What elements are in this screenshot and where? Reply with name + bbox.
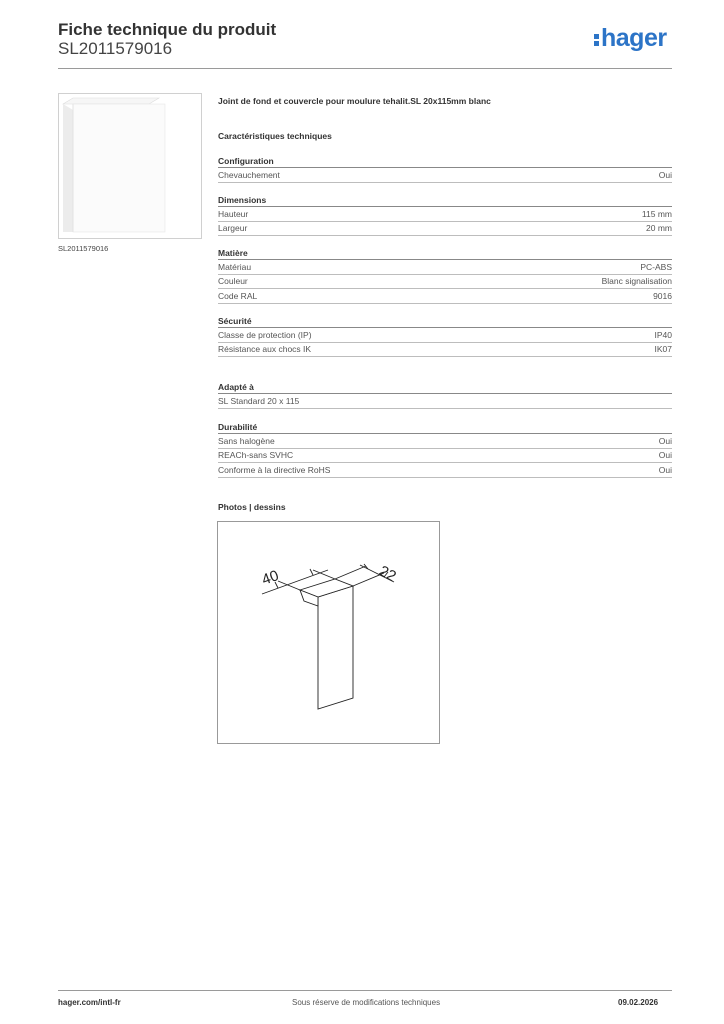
spec-row — [218, 275, 672, 290]
section-title: Dimensions — [218, 195, 267, 205]
section-durabilite — [218, 421, 672, 478]
spec-row — [218, 260, 672, 275]
spec-value: PC-ABS — [640, 261, 672, 272]
footer-divider — [58, 990, 672, 991]
spec-row — [218, 343, 672, 358]
product-reference: SL2011579016 — [58, 39, 173, 58]
spec-value: Oui — [658, 169, 672, 180]
spec-label: Largeur — [218, 223, 248, 234]
section-configuration — [218, 155, 672, 183]
section-adapte — [218, 381, 672, 409]
photos-title: Photos | dessins — [218, 502, 286, 512]
spec-row — [218, 449, 672, 464]
spec-label: Hauteur — [218, 208, 249, 219]
spec-value: Oui — [658, 435, 672, 446]
spec-label: Matériau — [218, 261, 252, 272]
spec-label: Chevauchement — [218, 169, 280, 180]
spec-label: Conforme à la directive RoHS — [218, 464, 331, 475]
page-title: Fiche technique du produit — [58, 20, 277, 39]
spec-label: Classe de protection (IP) — [218, 329, 312, 340]
header-divider — [58, 68, 672, 69]
spec-row — [218, 168, 672, 183]
section-title: Adapté à — [218, 382, 254, 392]
spec-value: 9016 — [653, 290, 672, 301]
technical-drawing — [217, 521, 440, 744]
product-description: Joint de fond et couvercle pour moulure tehalit.SL 20x115mm blanc — [218, 96, 491, 106]
spec-row — [218, 289, 672, 304]
logo-dots-icon — [594, 31, 599, 47]
spec-row — [218, 463, 672, 478]
spec-label: SL Standard 20 x 115 — [218, 395, 300, 406]
spec-value: 115 mm — [641, 208, 672, 219]
section-title: Matière — [218, 248, 248, 258]
section-securite — [218, 315, 672, 357]
section-title: Durabilité — [218, 422, 258, 432]
spec-value: IP40 — [654, 329, 672, 340]
footer-disclaimer: Sous réserve de modifications techniques — [292, 998, 441, 1007]
spec-label: Sans halogène — [218, 435, 275, 446]
footer-website-link[interactable]: hager.com/intl-fr — [58, 998, 121, 1007]
product-image — [58, 93, 202, 239]
drawing-svg — [218, 522, 439, 743]
spec-label: Résistance aux chocs IK — [218, 344, 312, 355]
product-image-icon — [59, 94, 201, 238]
logo-text: hager — [601, 24, 667, 52]
spec-value: 20 mm — [646, 223, 672, 234]
spec-value: Oui — [658, 464, 672, 475]
spec-label: Code RAL — [218, 290, 258, 301]
spec-row — [218, 222, 672, 237]
product-image-caption: SL2011579016 — [58, 244, 109, 253]
dim-label-40: 40 — [259, 567, 282, 589]
hager-logo — [594, 26, 667, 51]
spec-row — [218, 207, 672, 222]
section-title: Sécurité — [218, 316, 252, 326]
spec-value: Oui — [658, 450, 672, 461]
tech-characteristics-title: Caractéristiques techniques — [218, 131, 332, 141]
spec-row — [218, 328, 672, 343]
spec-value: IK07 — [654, 344, 672, 355]
section-dimensions — [218, 194, 672, 236]
spec-row — [218, 434, 672, 449]
section-matiere — [218, 247, 672, 304]
spec-label: Couleur — [218, 276, 248, 287]
spec-label: REACh-sans SVHC — [218, 450, 294, 461]
spec-value: Blanc signalisation — [601, 276, 672, 287]
section-title: Configuration — [218, 156, 274, 166]
footer-date: 09.02.2026 — [618, 998, 659, 1007]
spec-row — [218, 394, 672, 409]
dim-label-22: 22 — [376, 562, 399, 586]
